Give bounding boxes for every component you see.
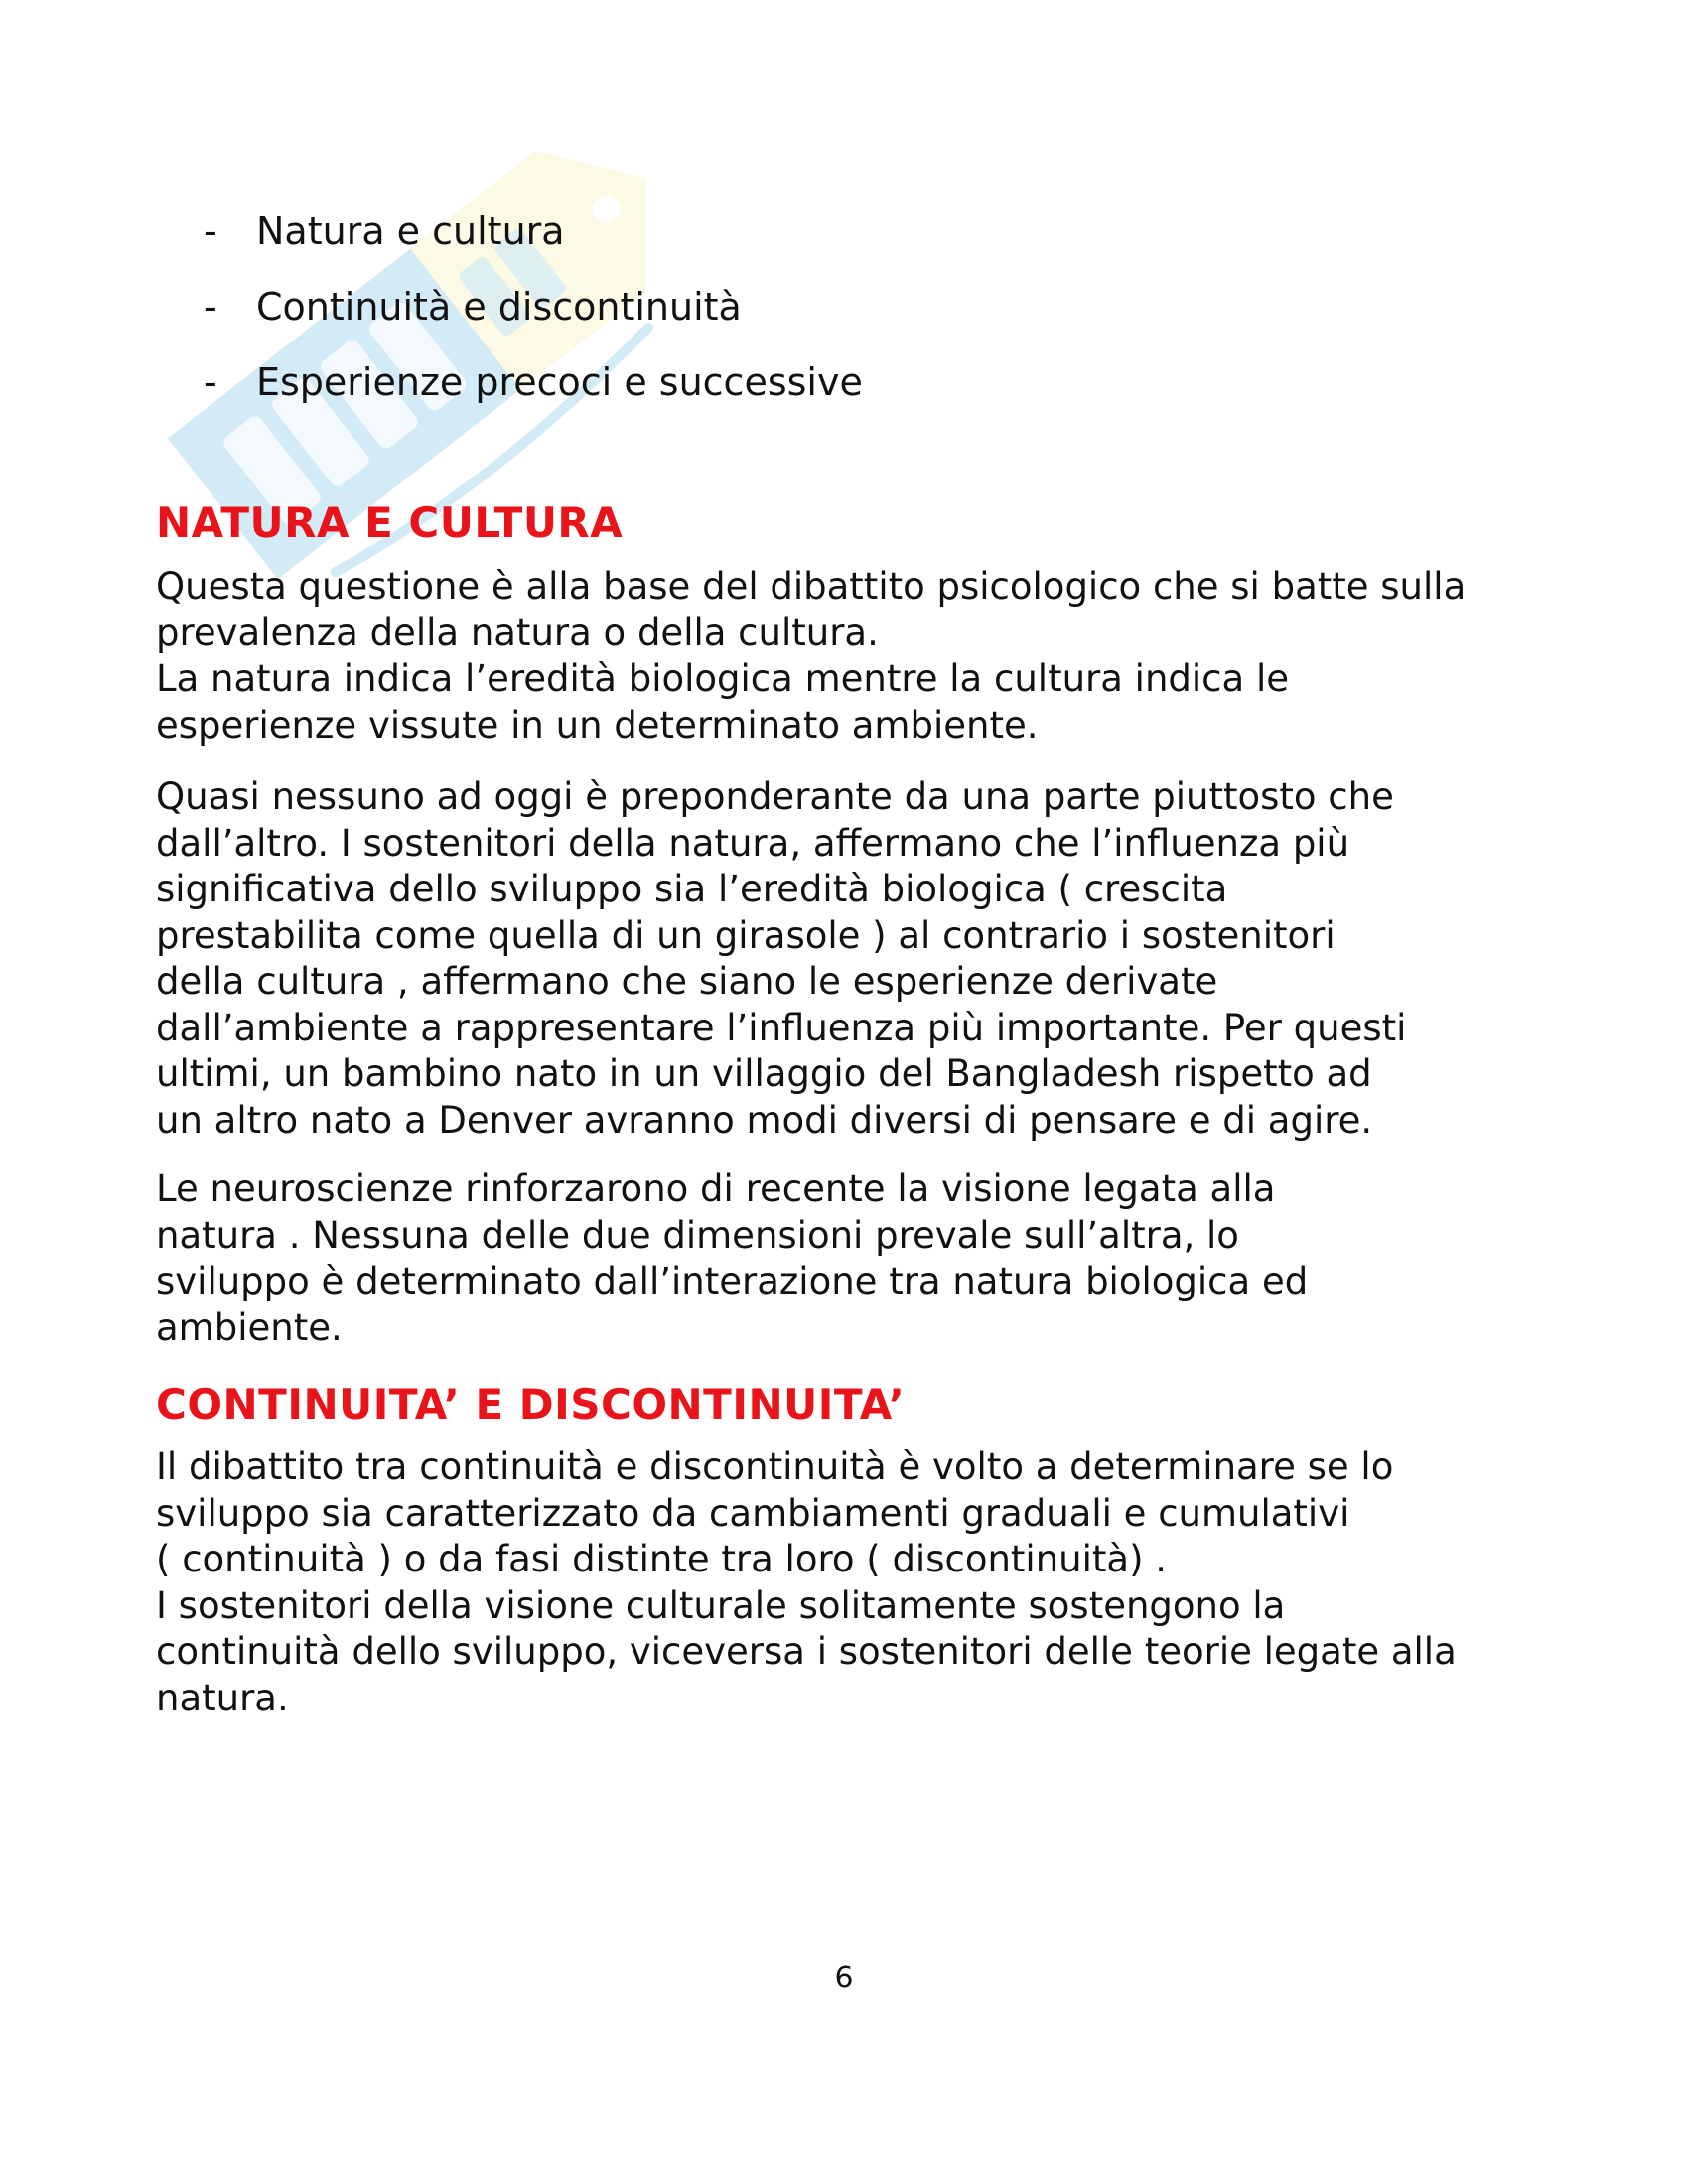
topics-list (204, 194, 863, 420)
list-item (204, 344, 863, 420)
list-item (204, 194, 863, 269)
list-item (204, 269, 863, 344)
paragraph-natura-intro: Questa questione è alla base del dibattito psicologico che si batte sulla prevalenza della natura o della cultura. La natura indica l’eredità biologica mentre la cultura indica le esperienze vissute in un determinato ambiente. (156, 565, 1467, 747)
paragraph-neuroscienze: Le neuroscienze rinforzarono di recente la visione legata alla natura . Nessuna delle due dimensioni prevale sull’altra, lo sviluppo è determinato dall’interazione tra natura biologica ed ambiente. (156, 1167, 1309, 1349)
list-item-label: Continuità e discontinuità (256, 285, 742, 329)
paragraph-natura-sostenitori: Quasi nessuno ad oggi è preponderante da una parte piuttosto che dall’altro. I sostenitori della natura, affermano che l’influenza più significativa dello sviluppo sia l’eredità biologica ( crescita prestabilita come quella di un girasole ) al contrario i sostenitori della cultura , affermano che siano le esperienze derivate dall’ambiente a rappresentare l’influenza più importante. Per questi ultimi, un bambino nato in un villaggio del Bangladesh rispetto ad un altro nato a Denver avranno modi diversi di pensare e di agire. (156, 775, 1407, 1142)
list-item-label: Esperienze precoci e successive (256, 360, 863, 404)
list-bullet: - (204, 285, 217, 329)
section-title-natura-cultura: NATURA E CULTURA (156, 498, 624, 547)
list-bullet: - (204, 360, 217, 404)
page-number: 6 (834, 1961, 854, 1995)
list-item-label: Natura e cultura (256, 209, 565, 253)
section-title-continuita: CONTINUITA’ E DISCONTINUITA’ (156, 1380, 906, 1429)
paragraph-continuita: Il dibattito tra continuità e discontinuità è volto a determinare se lo sviluppo sia caratterizzato da cambiamenti graduali e cumulativi ( continuità ) o da fasi distinte tra loro ( discontinuità) . I sostenitori della visione culturale solitamente sostengono la continuità dello sviluppo, viceversa i sostenitori delle teorie legate alla natura. (156, 1445, 1457, 1719)
list-bullet: - (204, 209, 217, 253)
